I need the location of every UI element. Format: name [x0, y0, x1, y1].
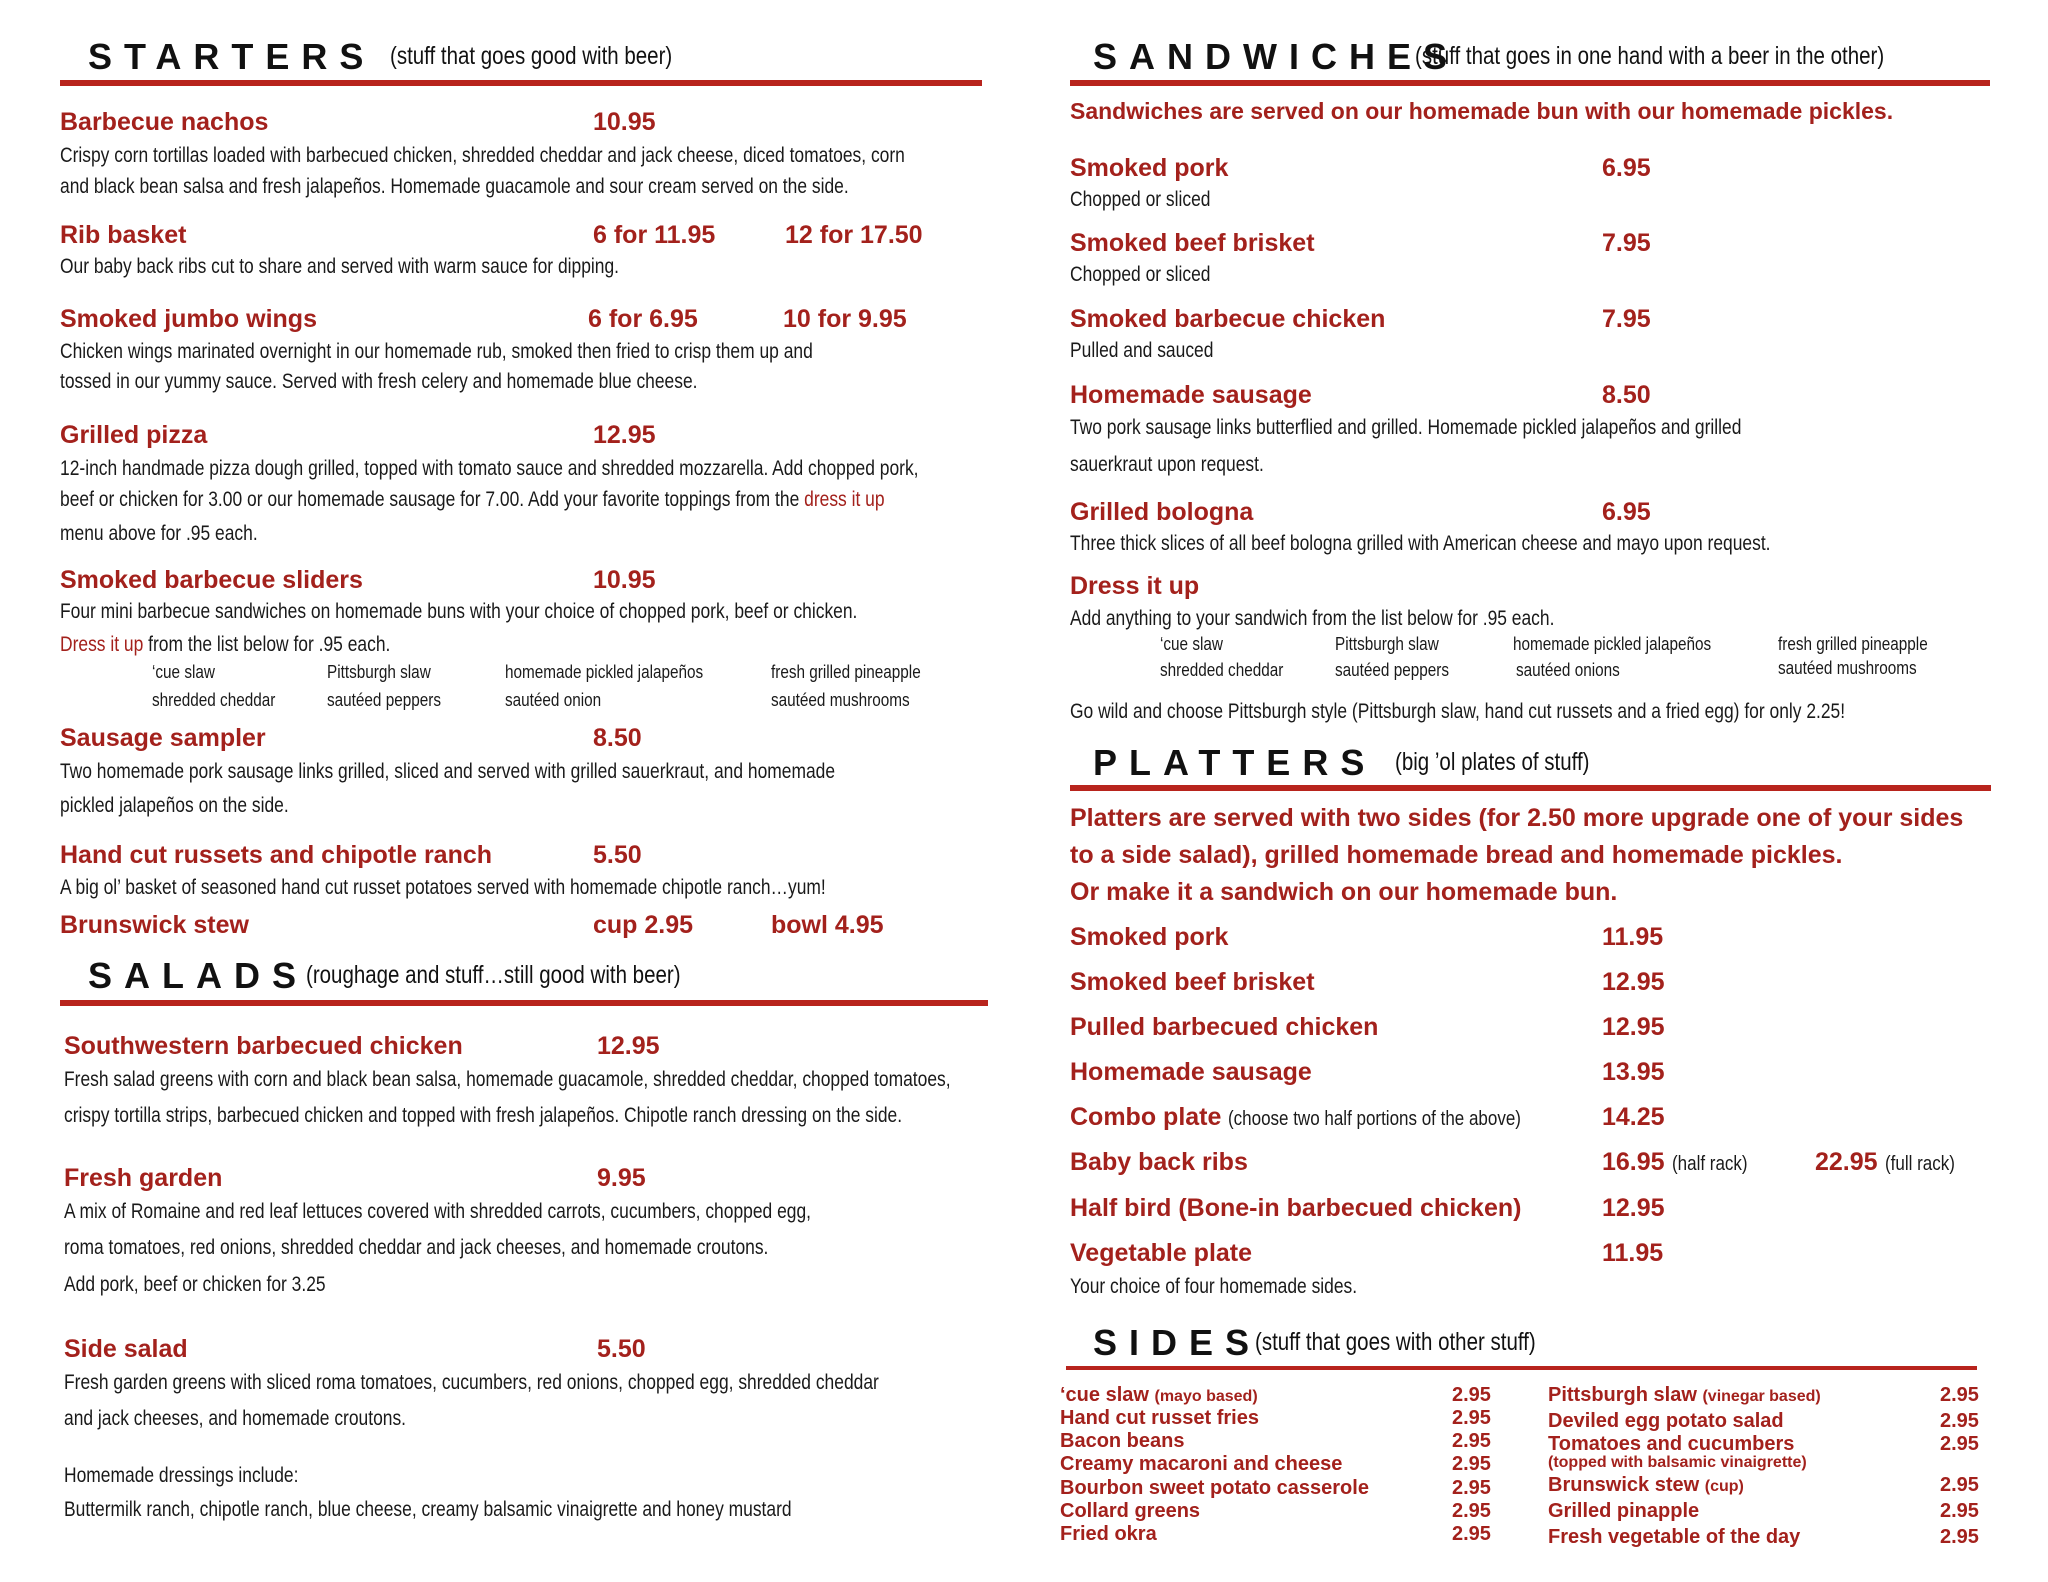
starters-title: STARTERS: [88, 36, 376, 77]
item-name: Homemade sausage: [1070, 1058, 1312, 1086]
side-price: 2.95: [1452, 1477, 1491, 1499]
item-name: Pulled barbecued chicken: [1070, 1013, 1379, 1041]
platters-rule: [1070, 785, 1991, 791]
item-name: Fresh garden: [64, 1164, 223, 1192]
price-half: 16.95: [1602, 1148, 1665, 1176]
topping: ‘cue slaw: [152, 662, 215, 682]
pittsburgh-style-note: Go wild and choose Pittsburgh style (Pittsburgh slaw, hand cut russets and a fried egg) for only 2.25!: [1070, 700, 1846, 723]
side-price: 2.95: [1452, 1500, 1491, 1522]
item-name: Brunswick stew: [60, 911, 249, 939]
side-price: 2.95: [1940, 1384, 1979, 1406]
item-desc: Pulled and sauced: [1070, 339, 1214, 362]
topping: sautéed mushrooms: [771, 690, 910, 710]
side-qualifier: (vinegar based): [1702, 1388, 1821, 1405]
item-name: Sausage sampler: [60, 724, 266, 752]
item-price: 8.50: [593, 724, 642, 752]
side-price: 2.95: [1452, 1430, 1491, 1452]
side-price: 2.95: [1940, 1526, 1979, 1548]
item-price: 11.95: [1602, 923, 1664, 951]
item-price: 13.95: [1602, 1058, 1665, 1086]
side-qualifier: (cup): [1704, 1478, 1744, 1495]
topping: sautéed peppers: [1335, 660, 1449, 680]
item-desc: roma tomatoes, red onions, shredded cheddar and jack cheeses, and homemade croutons.: [64, 1236, 769, 1259]
platters-title: PLATTERS: [1093, 742, 1377, 783]
item-desc: Two pork sausage links butterflied and grilled. Homemade pickled jalapeños and grilled: [1070, 416, 1742, 439]
side-price: 2.95: [1452, 1453, 1491, 1475]
side-item: Tomatoes and cucumbers: [1548, 1433, 1795, 1455]
item-price: 14.25: [1602, 1103, 1665, 1131]
item-price: 10.95: [593, 108, 656, 136]
platters-note: Or make it a sandwich on our homemade bun.: [1070, 878, 1618, 906]
item-price-2: 10 for 9.95: [783, 305, 907, 333]
sides-rule: [1066, 1366, 1977, 1370]
price-full-note: (full rack): [1884, 1153, 1955, 1175]
item-desc: and black bean salsa and fresh jalapeños. Homemade guacamole and sour cream served on the side.: [60, 175, 849, 198]
topping: homemade pickled jalapeños: [1513, 634, 1712, 654]
item-price-2: [1815, 1148, 1967, 1177]
item-desc: [60, 484, 885, 516]
side-price: 2.95: [1452, 1523, 1491, 1545]
item-price: 12.95: [1602, 968, 1665, 996]
topping: sautéed mushrooms: [1778, 658, 1917, 678]
item-desc: Chopped or sliced: [1070, 263, 1211, 286]
item-desc: tossed in our yummy sauce. Served with fresh celery and homemade blue cheese.: [60, 370, 698, 393]
dressings-title: Homemade dressings include:: [64, 1464, 299, 1487]
item-price: 7.95: [1602, 305, 1651, 333]
item-price: 6 for 6.95: [588, 305, 698, 333]
item-price: 8.50: [1602, 381, 1651, 409]
item-name: Smoked pork: [1070, 154, 1229, 182]
item-desc: Four mini barbecue sandwiches on homemade buns with your choice of chopped pork, beef or chicken.: [60, 600, 858, 623]
item-price: 5.50: [597, 1335, 646, 1363]
item-name: [1070, 1103, 1573, 1132]
item-name: Hand cut russets and chipotle ranch: [60, 841, 493, 869]
item-desc: Two homemade pork sausage links grilled, sliced and served with grilled sauerkraut, and homemade: [60, 760, 836, 783]
item-price: [1602, 1148, 1760, 1177]
item-desc: Chicken wings marinated overnight in our homemade rub, smoked then fried to crisp them up and: [60, 340, 813, 363]
item-desc: pickled jalapeños on the side.: [60, 794, 289, 817]
item-price: 12.95: [597, 1032, 660, 1060]
item-desc: Three thick slices of all beef bologna grilled with American cheese and mayo upon request.: [1070, 532, 1771, 555]
item-name: Vegetable plate: [1070, 1239, 1253, 1267]
item-name: Smoked barbecue sliders: [60, 566, 363, 594]
item-desc: Our baby back ribs cut to share and served with warm sauce for dipping.: [60, 255, 620, 278]
sandwiches-note: Sandwiches are served on our homemade bun with our homemade pickles.: [1070, 98, 1894, 124]
side-name: Pittsburgh slaw: [1548, 1384, 1697, 1406]
topping: Pittsburgh slaw: [1335, 634, 1439, 654]
item-name: Southwestern barbecued chicken: [64, 1032, 463, 1060]
topping: fresh grilled pineapple: [1778, 634, 1928, 654]
side-item: Collard greens: [1060, 1500, 1201, 1522]
item-name: Rib basket: [60, 221, 187, 249]
item-desc: menu above for .95 each.: [60, 522, 258, 545]
platters-note: to a side salad), grilled homemade bread and homemade pickles.: [1070, 841, 1843, 869]
sandwiches-rule: [1070, 80, 1990, 86]
item-price: 11.95: [1602, 1239, 1664, 1267]
side-item: Bacon beans: [1060, 1430, 1185, 1452]
item-desc: Fresh garden greens with sliced roma tomatoes, cucumbers, red onions, chopped egg, shredded cheddar: [64, 1371, 879, 1394]
item-desc: sauerkraut upon request.: [1070, 453, 1264, 476]
item-name: Smoked beef brisket: [1070, 229, 1315, 257]
sides-subtitle: (stuff that goes with other stuff): [1255, 1328, 1536, 1356]
item-desc: Your choice of four homemade sides.: [1070, 1275, 1358, 1298]
side-qualifier: (mayo based): [1154, 1388, 1258, 1405]
item-desc: and jack cheeses, and homemade croutons.: [64, 1407, 407, 1430]
item-name: Barbecue nachos: [60, 108, 269, 136]
side-price: 2.95: [1940, 1474, 1979, 1496]
item-name: Smoked beef brisket: [1070, 968, 1315, 996]
item-desc-text: from the list below for .95 each.: [143, 633, 391, 656]
side-price: 2.95: [1940, 1433, 1979, 1455]
topping: shredded cheddar: [152, 690, 276, 710]
side-name: ‘cue slaw: [1060, 1384, 1149, 1406]
salads-subtitle: (roughage and stuff…still good with beer): [306, 961, 681, 989]
side-price: 2.95: [1940, 1410, 1979, 1432]
topping: sautéed onion: [505, 690, 602, 710]
item-price: 5.50: [593, 841, 642, 869]
item-name: Baby back ribs: [1070, 1148, 1248, 1176]
item-name: Smoked barbecue chicken: [1070, 305, 1386, 333]
item-desc: A big ol’ basket of seasoned hand cut russet potatoes served with homemade chipotle ranch…yum!: [60, 876, 826, 899]
item-desc: Crispy corn tortillas loaded with barbecued chicken, shredded cheddar and jack cheese, diced tomatoes, corn: [60, 144, 905, 167]
item-desc: crispy tortilla strips, barbecued chicken and topped with fresh jalapeños. Chipotle ranch dressing on the side.: [64, 1104, 903, 1127]
side-item: [1548, 1474, 1744, 1497]
item-name: Homemade sausage: [1070, 381, 1312, 409]
item-price: 10.95: [593, 566, 656, 594]
side-price: 2.95: [1452, 1384, 1491, 1406]
dress-it-up-title: Dress it up: [1070, 572, 1200, 600]
item-name: Half bird (Bone-in barbecued chicken): [1070, 1194, 1522, 1222]
item-desc: Add pork, beef or chicken for 3.25: [64, 1273, 326, 1296]
dress-it-up-desc: Add anything to your sandwich from the list below for .95 each.: [1070, 607, 1555, 630]
side-item: Bourbon sweet potato casserole: [1060, 1477, 1369, 1499]
item-desc: Fresh salad greens with corn and black bean salsa, homemade guacamole, shredded cheddar, chopped tomatoes,: [64, 1068, 951, 1091]
item-desc: A mix of Romaine and red leaf lettuces covered with shredded carrots, cucumbers, chopped egg,: [64, 1200, 811, 1223]
item-price-2: 12 for 17.50: [785, 221, 923, 249]
price-half-note: (half rack): [1671, 1153, 1748, 1175]
dress-it-up-link[interactable]: dress it up: [804, 488, 885, 511]
side-item: Fried okra: [1060, 1523, 1157, 1545]
item-price: 6.95: [1602, 154, 1651, 182]
price-full: 22.95: [1815, 1148, 1878, 1176]
side-price: 2.95: [1452, 1407, 1491, 1429]
item-price: cup 2.95: [593, 911, 694, 939]
side-item: Grilled pinapple: [1548, 1500, 1700, 1522]
topping: Pittsburgh slaw: [327, 662, 431, 682]
side-item: Fresh vegetable of the day: [1548, 1526, 1801, 1548]
starters-rule: [60, 80, 982, 86]
item-name: Grilled bologna: [1070, 498, 1254, 526]
item-name: Side salad: [64, 1335, 188, 1363]
side-item: [1548, 1384, 1821, 1407]
salads-title: SALADS: [88, 955, 309, 996]
item-price: 9.95: [597, 1164, 646, 1192]
side-item: Creamy macaroni and cheese: [1060, 1453, 1343, 1475]
side-name: Brunswick stew: [1548, 1474, 1700, 1496]
dress-it-up-link[interactable]: Dress it up: [60, 633, 144, 656]
item-desc-text: beef or chicken for 3.00 or our homemade sausage for 7.00. Add your favorite toppings from the: [60, 488, 805, 511]
item-price: 6 for 11.95: [593, 221, 716, 249]
side-price: 2.95: [1940, 1500, 1979, 1522]
sandwiches-title: SANDWICHES: [1093, 36, 1460, 77]
item-price: 6.95: [1602, 498, 1651, 526]
item-desc: [60, 629, 390, 661]
item-desc: Chopped or sliced: [1070, 188, 1211, 211]
starters-subtitle: (stuff that goes good with beer): [390, 42, 673, 70]
item-desc: 12-inch handmade pizza dough grilled, topped with tomato sauce and shredded mozzarella. Add chopped pork,: [60, 457, 919, 480]
topping: sautéed peppers: [327, 690, 441, 710]
platters-subtitle: (big ’ol plates of stuff): [1395, 748, 1590, 776]
item-name: Grilled pizza: [60, 421, 208, 449]
item-price: 12.95: [593, 421, 656, 449]
sides-title: SIDES: [1093, 1322, 1262, 1363]
item-price: 7.95: [1602, 229, 1651, 257]
side-qualifier: (topped with balsamic vinaigrette): [1548, 1454, 1807, 1471]
dressings-list: Buttermilk ranch, chipotle ranch, blue cheese, creamy balsamic vinaigrette and honey mustard: [64, 1498, 792, 1521]
item-name: Smoked jumbo wings: [60, 305, 317, 333]
topping: ‘cue slaw: [1160, 634, 1223, 654]
item-name-text: Combo plate: [1070, 1103, 1222, 1131]
salads-rule: [60, 1000, 988, 1006]
side-item: Hand cut russet fries: [1060, 1407, 1259, 1429]
platters-note: Platters are served with two sides (for 2.50 more upgrade one of your sides: [1070, 804, 1964, 832]
topping: homemade pickled jalapeños: [505, 662, 704, 682]
item-name: Smoked pork: [1070, 923, 1229, 951]
topping: fresh grilled pineapple: [771, 662, 921, 682]
topping: sautéed onions: [1516, 660, 1620, 680]
item-price-2: bowl 4.95: [771, 911, 884, 939]
sandwiches-subtitle: (stuff that goes in one hand with a beer in the other): [1415, 42, 1885, 70]
item-name-note: (choose two half portions of the above): [1228, 1108, 1522, 1130]
item-price: 12.95: [1602, 1194, 1665, 1222]
side-item: [1060, 1384, 1258, 1407]
topping: shredded cheddar: [1160, 660, 1284, 680]
item-price: 12.95: [1602, 1013, 1665, 1041]
side-item: Deviled egg potato salad: [1548, 1410, 1784, 1432]
